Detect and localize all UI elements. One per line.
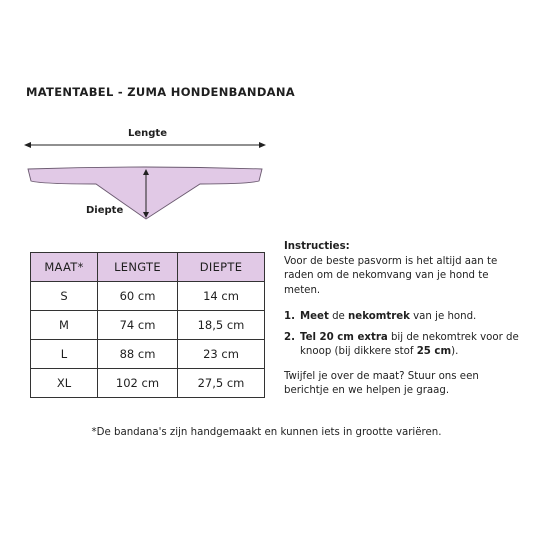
footnote: *De bandana's zijn handgemaakt en kunnen iets in grootte variëren. bbox=[91, 427, 442, 438]
step-number: 2. bbox=[284, 331, 295, 343]
table-row bbox=[31, 311, 265, 340]
table-header-row bbox=[31, 253, 265, 282]
size-table bbox=[30, 252, 265, 398]
depth-label: Diepte bbox=[86, 205, 124, 216]
cell-depth: 18,5 cm bbox=[178, 311, 265, 340]
cell-length: 74 cm bbox=[98, 311, 178, 340]
cell-size: S bbox=[31, 282, 98, 311]
step-2 bbox=[284, 331, 519, 360]
cell-length: 88 cm bbox=[98, 340, 178, 369]
header-length: LENGTE bbox=[98, 253, 178, 282]
bandana-diagram bbox=[0, 0, 533, 240]
length-arrow bbox=[24, 142, 266, 148]
instructions-heading: Instructies: bbox=[284, 241, 350, 252]
cell-size: L bbox=[31, 340, 98, 369]
header-depth: DIEPTE bbox=[178, 253, 265, 282]
instructions bbox=[284, 240, 519, 399]
table-row bbox=[31, 282, 265, 311]
cell-size: M bbox=[31, 311, 98, 340]
cell-length: 102 cm bbox=[98, 369, 178, 398]
cell-depth: 14 cm bbox=[178, 282, 265, 311]
table-row bbox=[31, 369, 265, 398]
instructions-intro: Voor de beste pasvorm is het altijd aan te raden om de nekomvang van je hond te meten. bbox=[284, 255, 498, 296]
cell-depth: 27,5 cm bbox=[178, 369, 265, 398]
length-label: Lengte bbox=[128, 128, 167, 139]
step-text: Tel 20 cm extra bij de nekomtrek voor de knoop (bij dikkere stof 25 cm). bbox=[300, 331, 519, 357]
step-number: 1. bbox=[284, 311, 295, 322]
instructions-outro: Twijfel je over de maat? Stuur ons een berichtje en we helpen je graag. bbox=[284, 370, 479, 396]
cell-length: 60 cm bbox=[98, 282, 178, 311]
cell-depth: 23 cm bbox=[178, 340, 265, 369]
cell-size: XL bbox=[31, 369, 98, 398]
header-size: MAAT* bbox=[31, 253, 98, 282]
step-text: Meet de nekomtrek van je hond. bbox=[300, 311, 477, 322]
table-row bbox=[31, 340, 265, 369]
step-1 bbox=[284, 310, 519, 325]
page-title: MATENTABEL - ZUMA HONDENBANDANA bbox=[26, 85, 295, 99]
